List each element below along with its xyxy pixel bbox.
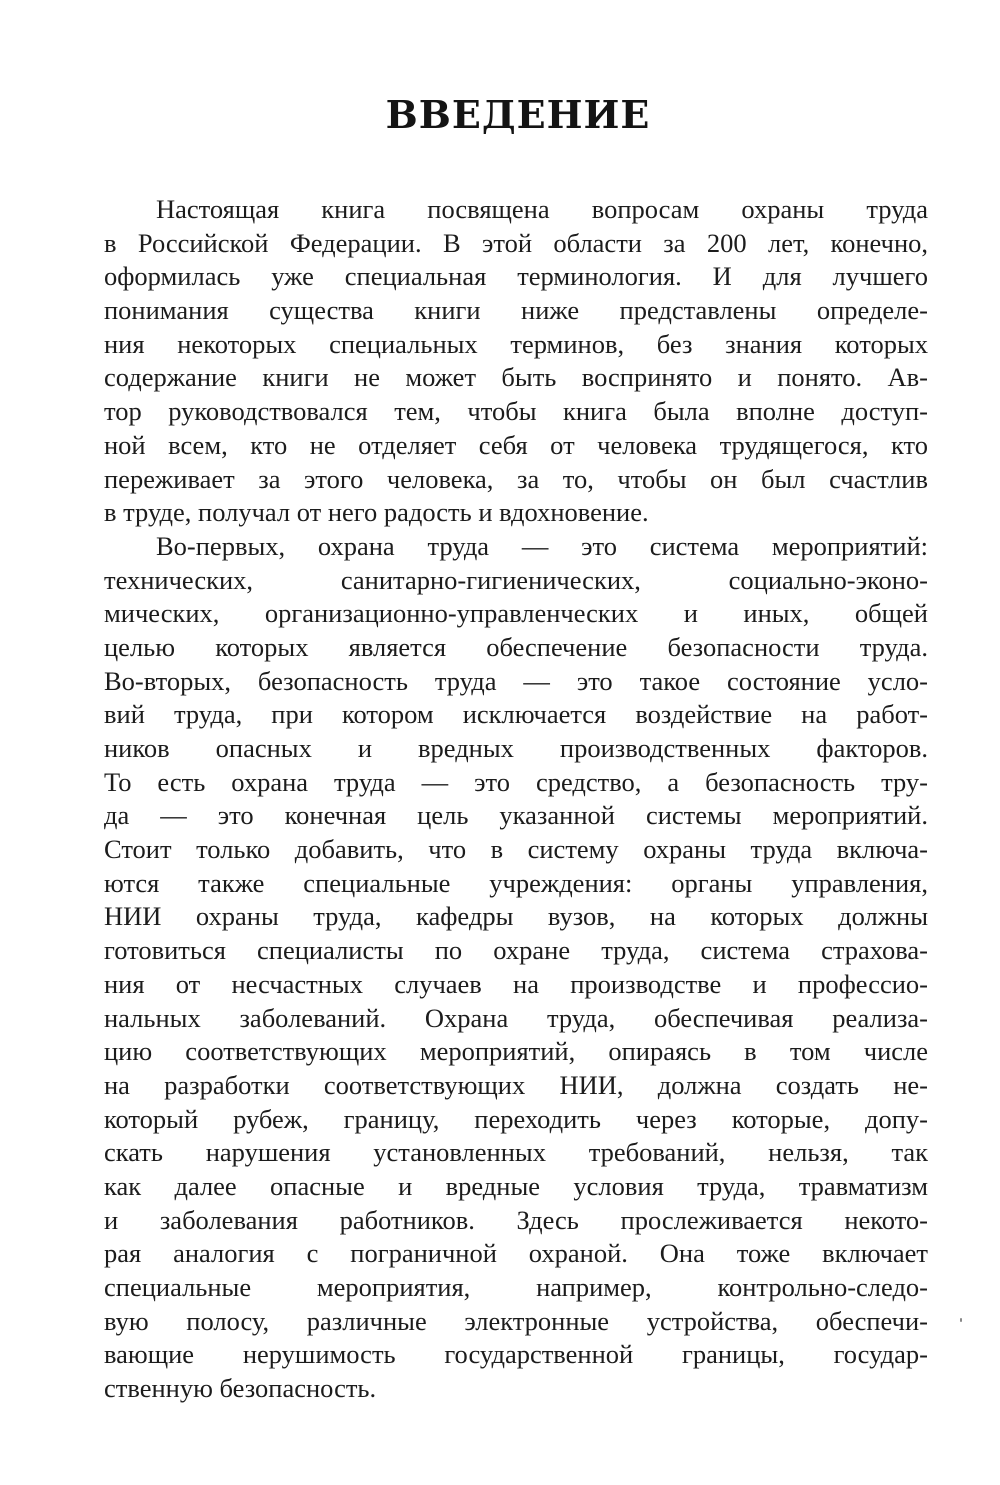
text-line: ников опасных и вредных производственных факторов. [104, 733, 928, 763]
text-line: который рубеж, границу, переходить через которые, допу- [104, 1103, 928, 1134]
text-line: ной всем, кто не отделяет себя от человека трудящегося, кто [104, 429, 928, 460]
chapter-title: ВВЕДЕНИЕ [385, 92, 651, 137]
paragraph-2 [104, 530, 928, 1406]
body-text [104, 193, 928, 1406]
text-line: цию соответствующих мероприятий, опираясь в том числе [104, 1036, 928, 1067]
text-line: тор руководствовался тем, чтобы книга была вполне доступ- [104, 396, 928, 427]
text-line: целью которых является обеспечение безопасности труда. [104, 631, 928, 662]
text-line: скать нарушения установленных требований, нельзя, так [104, 1137, 928, 1168]
text-line: нальных заболеваний. Охрана труда, обеспечивая реализа- [104, 1002, 928, 1033]
text-line: ются также специальные учреждения: органы управления, [104, 867, 928, 898]
text-line: вий труда, при котором исключается воздействие на работ- [104, 699, 928, 730]
text-line: технических, санитарно-гигиенических, социально-эконо- [104, 564, 928, 595]
text-line: переживает за этого человека, за то, чтобы он был счастлив [104, 463, 928, 494]
text-line: оформилась уже специальная терминология. И для лучшего [104, 261, 928, 292]
text-line: Стоит только добавить, что в систему охраны труда включа- [104, 834, 928, 865]
paragraph-1 [104, 193, 928, 530]
text-line: ственную безопасность. [104, 1373, 377, 1404]
text-line: Во-первых, охрана труда — это система мероприятий: [156, 530, 928, 561]
text-line: ния некоторых специальных терминов, без знания которых [104, 328, 928, 359]
text-line: готовиться специалисты по охране труда, система страхова- [104, 935, 928, 966]
scan-speck [960, 1318, 962, 1322]
text-line: специальные мероприятия, например, контрольно-следо- [104, 1272, 928, 1302]
text-line: в труде, получал от него радость и вдохновение. [104, 497, 649, 528]
text-line: Во-вторых, безопасность труда — это такое состояние усло- [104, 665, 928, 696]
text-line: в Российской Федерации. В этой области за 200 лет, конечно, [104, 227, 928, 258]
text-line: да — это конечная цель указанной системы мероприятий. [104, 800, 928, 831]
text-line: Настоящая книга посвящена вопросам охраны труда [156, 194, 928, 224]
text-line: То есть охрана труда — это средство, а безопасность тру- [104, 766, 928, 797]
text-line: вую полосу, различные электронные устройства, обеспечи- [104, 1305, 928, 1336]
text-line: и заболевания работников. Здесь прослеживается некото- [104, 1204, 928, 1235]
text-line: вающие нерушимость государственной границы, государ- [104, 1339, 928, 1370]
text-line: на разработки соответствующих НИИ, должна создать не- [104, 1069, 928, 1100]
text-line: ния от несчастных случаев на производстве и профессио- [104, 968, 928, 999]
text-line: НИИ охраны труда, кафедры вузов, на которых должны [104, 901, 928, 932]
text-line: как далее опасные и вредные условия труда, травматизм [104, 1170, 928, 1201]
text-line: содержание книги не может быть воспринято и понято. Ав- [104, 362, 928, 393]
text-line: понимания существа книги ниже представлены определе- [104, 295, 928, 326]
text-line: рая аналогия с пограничной охраной. Она тоже включает [104, 1238, 928, 1269]
text-line: мических, организационно-управленческих и иных, общей [104, 598, 928, 629]
